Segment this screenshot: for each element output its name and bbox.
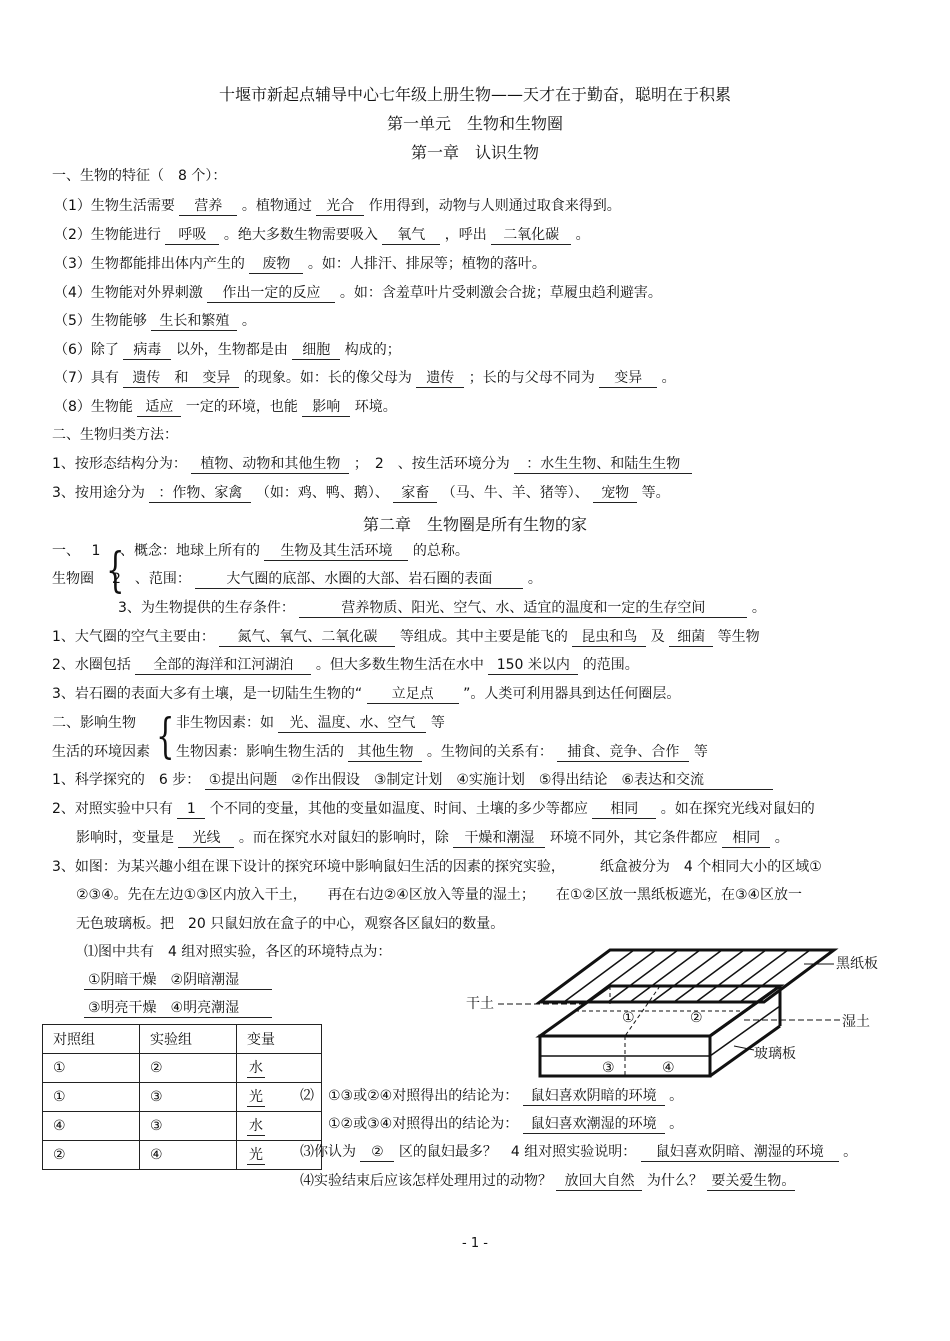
question-4 [300, 1171, 795, 1191]
blank: 生长和繁殖 [151, 312, 237, 331]
blank: 昆虫和鸟 [572, 628, 646, 647]
text: 2、对照实验中只有 [52, 801, 173, 817]
question-2-line-2 [328, 1114, 683, 1134]
blank: 放回大自然 [556, 1172, 642, 1191]
text: ； 2 、按生活环境分为 [353, 456, 510, 472]
blank: 作出一定的反应 [207, 284, 335, 303]
blank: 水 [249, 1117, 263, 1134]
text: 3、岩石圈的表面大多有土壤，是一切陆生生物的“ [52, 686, 363, 702]
text: 影响时，变量是 [76, 830, 174, 846]
table-header-row [43, 1025, 322, 1054]
text: ”。人类可利用器具到达任何圈层。 [463, 686, 681, 702]
text: 。 [774, 830, 789, 846]
zone-traits-2 [84, 998, 272, 1018]
text: 非生物因素：如 [176, 715, 274, 731]
blank: ①阴暗干燥 ②阴暗潮湿 [84, 971, 272, 990]
blank: 营养物质、阳光、空气、水、适宜的温度和一定的生存空间 [299, 599, 747, 618]
text: 的范围。 [582, 657, 639, 673]
feature-5 [54, 311, 256, 331]
control-experiment-2 [76, 828, 789, 848]
blank: 植物、动物和其他生物 [191, 455, 349, 474]
text: 1、按形态结构分为： [52, 456, 187, 472]
text: （5）生物能够 [54, 313, 147, 329]
text: 以外，生物都是由 [175, 342, 288, 358]
cell: ③ [140, 1112, 237, 1141]
question-1: ⑴图中共有 4 组对照实验，各区的环境特点为： [84, 944, 392, 960]
feature-7 [54, 368, 676, 388]
cell: ② [140, 1054, 237, 1083]
blank: ② [360, 1143, 394, 1162]
blank: 大气圈的底部、水圈的大部、岩石圈的表面 [195, 570, 523, 589]
blank: 光合 [316, 197, 364, 216]
zone-label: ② [690, 1010, 703, 1026]
zone-label: ④ [662, 1060, 675, 1076]
text: ；长的与父母不同为 [468, 370, 595, 386]
text: 。但大多数生物生活在水中 [315, 657, 484, 673]
text: 。 [843, 1144, 858, 1160]
blank: 光 [249, 1146, 263, 1163]
brace: { [156, 708, 175, 764]
zone-traits-1 [84, 970, 272, 990]
lithosphere-line [52, 684, 680, 704]
cell: ① [43, 1083, 140, 1112]
text: ⑷实验结束后应该怎样处理用过的动物？ [300, 1173, 552, 1189]
blank: 变异 [599, 369, 657, 388]
biosphere-conditions [118, 598, 766, 618]
text: 及 [650, 629, 665, 645]
blank: 氧气 [382, 226, 440, 245]
blank: 适应 [137, 398, 181, 417]
text: （1）生物生活需要 [54, 198, 175, 214]
text: （8）生物能 [54, 399, 133, 415]
question-2-line-1 [300, 1086, 683, 1106]
text: 。如在探究光线对鼠妇的 [660, 801, 815, 817]
text: 。如：含羞草叶片受刺激会合拢；草履虫趋利避害。 [339, 285, 662, 301]
text: （7）具有 [54, 370, 119, 386]
text: 等。 [641, 485, 670, 501]
biosphere-prefix-1: 一、 1 [52, 543, 101, 559]
text: 为什么？ [646, 1173, 703, 1189]
text: 3、为生物提供的生存条件： [118, 600, 295, 616]
unit-title: 第一单元 生物和生物圈 [386, 114, 563, 133]
blank: 氮气、氧气、二氧化碳 [219, 628, 395, 647]
text: 。 [575, 227, 590, 243]
abiotic-factors [176, 713, 445, 733]
biotic-factors [176, 742, 708, 762]
blank: 家畜 [393, 484, 437, 503]
text: （2）生物能进行 [54, 227, 161, 243]
experiment-desc-1: 3、如图：为某兴趣小组在课下设计的探究环境中影响鼠妇生活的因素的探究实验， 纸盒被分为 4 个相同大小的区域① [52, 859, 822, 875]
cell [237, 1112, 322, 1141]
text: 2、水圈包括 [52, 657, 131, 673]
text: 生物因素：影响生物生活的 [176, 744, 344, 760]
text: ，呼出 [444, 227, 487, 243]
text: 等 [430, 715, 445, 731]
text: 1、大气圈的空气主要由： [52, 629, 215, 645]
biosphere-range [112, 569, 542, 589]
text: 。 [669, 1088, 684, 1104]
blank: 鼠妇喜欢阴暗的环境 [523, 1087, 665, 1106]
table-row [43, 1112, 322, 1141]
blank: 呼吸 [165, 226, 219, 245]
feature-6 [54, 340, 401, 360]
classify-line-2 [52, 483, 670, 503]
text: 。绝大多数生物需要吸入 [223, 227, 378, 243]
feature-1 [54, 196, 621, 216]
cell: ③ [140, 1083, 237, 1112]
label-black-board: 黑纸板 [836, 956, 878, 972]
experiment-box-diagram [464, 946, 884, 1082]
section-2-heading: 二、生物归类方法： [52, 427, 178, 443]
feature-2 [54, 225, 590, 245]
zone-label: ③ [602, 1060, 615, 1076]
label-wet-soil: 湿土 [842, 1014, 870, 1030]
blank: 水 [249, 1059, 263, 1076]
blank: 宠物 [593, 484, 637, 503]
text: 。 [751, 600, 766, 616]
blank: 光线 [178, 829, 234, 848]
blank: 遗传 和 变异 [123, 369, 239, 388]
text: （6）除了 [54, 342, 119, 358]
text: 。 [527, 571, 542, 587]
cell: ④ [140, 1141, 237, 1170]
text: 个不同的变量，其他的变量如温度、时间、土壤的多少等都应 [209, 801, 588, 817]
text: 。 [241, 313, 256, 329]
blank: 细菌 [669, 628, 713, 647]
chapter-1-title: 第一章 认识生物 [410, 143, 539, 162]
text: 。 [669, 1116, 684, 1132]
page-title: 十堰市新起点辅导中心七年级上册生物——天才在于勤奋，聪明在于积累 [218, 85, 731, 104]
text: 2 、范围： [112, 571, 191, 587]
atmosphere-line [52, 627, 760, 647]
chapter-2-title: 第二章 生物圈是所有生物的家 [362, 515, 587, 534]
table-row [43, 1083, 322, 1112]
blank: ③明亮干燥 ④明亮潮湿 [84, 999, 272, 1018]
blank: 影响 [302, 398, 350, 417]
text: 环境。 [354, 399, 397, 415]
blank: 生物及其生活环境 [264, 542, 408, 561]
blank: ：作物、家禽 [149, 484, 251, 503]
text: 3、按用途分为 [52, 485, 145, 501]
biosphere-concept [120, 541, 469, 561]
text: 。生物间的关系有： [426, 744, 553, 760]
header-cell: 变量 [237, 1025, 322, 1054]
factors-prefix-1: 二、影响生物 [52, 715, 136, 731]
text: 。如：人排汗、排尿等；植物的落叶。 [307, 256, 546, 272]
text: 。而在探究水对鼠妇的影响时，除 [238, 830, 449, 846]
inquiry-steps [52, 770, 773, 790]
text: 的现象。如：长的像父母为 [243, 370, 412, 386]
text: 等 [693, 744, 708, 760]
blank: 相同 [722, 829, 770, 848]
text: 。植物通过 [241, 198, 312, 214]
text: （3）生物都能排出体内产生的 [54, 256, 245, 272]
brace: { [106, 542, 125, 598]
blank: 要关爱生物。 [707, 1172, 795, 1191]
control-experiment-1 [52, 799, 815, 819]
biosphere-prefix-2: 生物圈 [52, 571, 94, 587]
page-number: - 1 - [462, 1236, 488, 1251]
blank: ①提出问题 ②作出假设 ③制定计划 ④实施计划 ⑤得出结论 ⑥表达和交流 [205, 771, 773, 790]
cell: ① [43, 1054, 140, 1083]
feature-4 [54, 283, 662, 303]
table-row [43, 1054, 322, 1083]
table-row [43, 1141, 322, 1170]
text: 等生物 [717, 629, 760, 645]
section-1-heading: 一、生物的特征（ 8 个）： [52, 168, 227, 184]
text: 1、科学探究的 6 步： [52, 772, 201, 788]
blank: 光 [249, 1088, 263, 1105]
text: （马、牛、羊、猪等）、 [441, 485, 589, 501]
cell: ② [43, 1141, 140, 1170]
feature-3 [54, 254, 546, 274]
blank: 全部的海洋和江河湖泊 [135, 656, 311, 675]
blank: 鼠妇喜欢阴暗、潮湿的环境 [641, 1143, 839, 1162]
blank: 150 米以内 [488, 656, 578, 675]
cell [237, 1054, 322, 1083]
text: ⑵ ①③或②④对照得出的结论为： [300, 1088, 519, 1104]
text: 等组成。其中主要是能飞的 [399, 629, 568, 645]
text: 、概念：地球上所有的 [120, 543, 260, 559]
text: ⑶你认为 [300, 1144, 356, 1160]
blank: 立足点 [367, 685, 459, 704]
hydrosphere-line [52, 655, 639, 675]
text: 区的鼠妇最多？ 4 组对照实验说明： [398, 1144, 637, 1160]
question-3 [300, 1142, 857, 1162]
label-dry-soil: 干土 [466, 996, 494, 1012]
blank: 病毒 [123, 341, 171, 360]
blank: 光、温度、水、空气 [278, 714, 426, 733]
blank: 鼠妇喜欢潮湿的环境 [523, 1115, 665, 1134]
feature-8 [54, 397, 397, 417]
text: 环境不同外，其它条件都应 [549, 830, 718, 846]
text: 构成的； [344, 342, 401, 358]
control-table [42, 1024, 322, 1170]
blank: 干燥和潮湿 [453, 829, 545, 848]
text: ①②或③④对照得出的结论为： [328, 1116, 519, 1132]
blank: 遗传 [416, 369, 464, 388]
text: 的总称。 [412, 543, 469, 559]
header-cell: 实验组 [140, 1025, 237, 1054]
blank: 1 [177, 800, 205, 819]
blank: 捕食、竞争、合作 [557, 743, 689, 762]
experiment-desc-3: 无色玻璃板。把 20 只鼠妇放在盒子的中心，观察各区鼠妇的数量。 [76, 916, 505, 932]
text: 一定的环境，也能 [185, 399, 298, 415]
blank: 细胞 [292, 341, 340, 360]
blank: 其他生物 [348, 743, 422, 762]
factors-prefix-2: 生活的环境因素 [52, 744, 150, 760]
blank: 营养 [179, 197, 237, 216]
label-glass-board: 玻璃板 [754, 1046, 796, 1062]
zone-label: ① [622, 1010, 635, 1026]
text: 作用得到，动物与人则通过取食来得到。 [368, 198, 621, 214]
blank: 二氧化碳 [491, 226, 571, 245]
text: （如：鸡、鸭、鹅）、 [255, 485, 389, 501]
blank: ：水生生物、和陆生生物 [514, 455, 692, 474]
text: （4）生物能对外界刺激 [54, 285, 203, 301]
experiment-desc-2: ②③④。先在左边①③区内放入干土， 再在右边②④区放入等量的湿土； 在①②区放一黑纸板遮光，在③④区放一 [76, 887, 803, 903]
classify-line-1 [52, 454, 692, 474]
cell: ④ [43, 1112, 140, 1141]
blank: 废物 [249, 255, 303, 274]
header-cell: 对照组 [43, 1025, 140, 1054]
text: 。 [661, 370, 676, 386]
blank: 相同 [592, 800, 656, 819]
